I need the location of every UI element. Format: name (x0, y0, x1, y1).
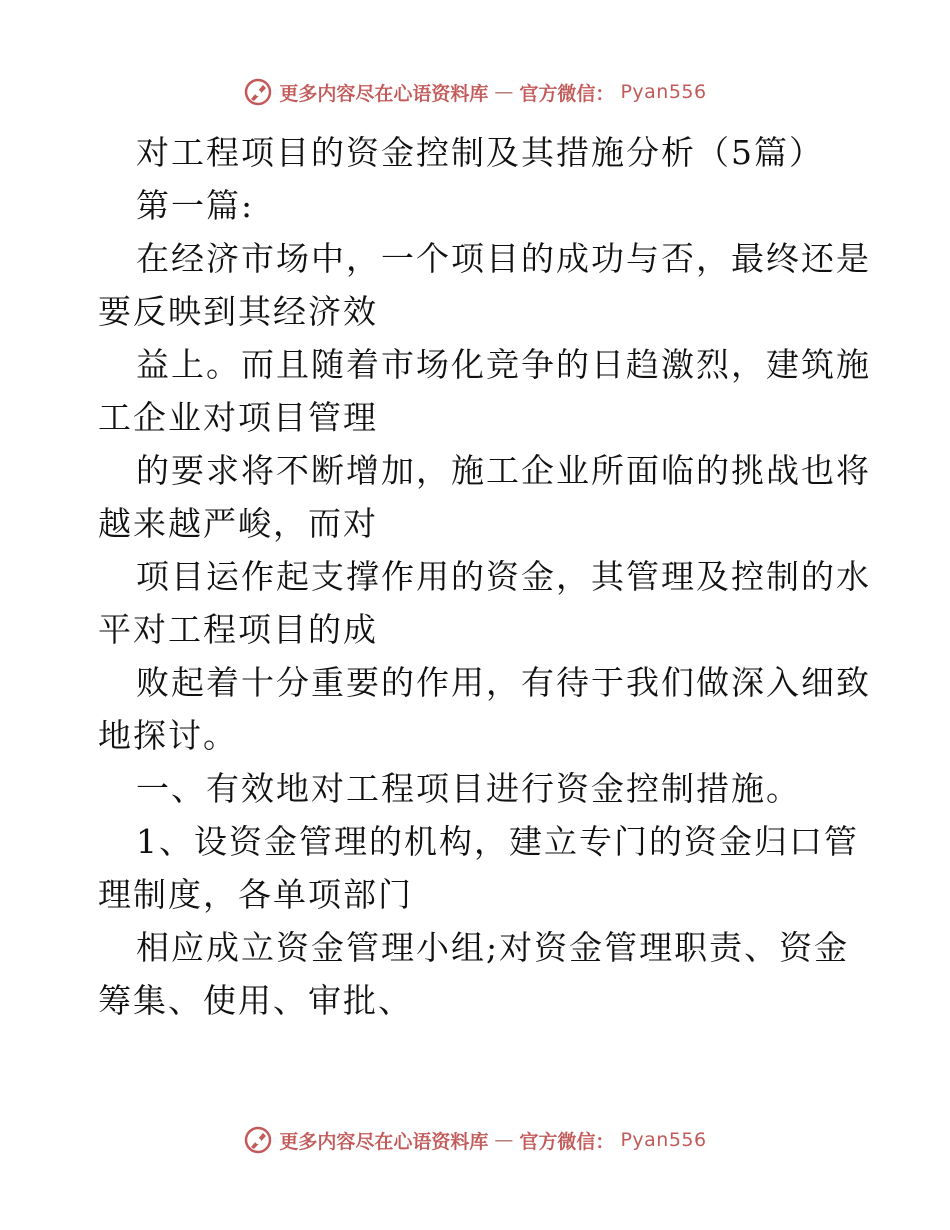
text-line: 相应成立资金管理小组;对资金管理职责、资金 (136, 928, 850, 967)
text-line: 败起着十分重要的作用，有待于我们做深入细致 (136, 663, 871, 702)
pen-logo-icon (243, 1125, 273, 1155)
watermark-separator: — (494, 1129, 514, 1151)
text-line: 1、设资金管理的机构，建立专门的资金归口管 (136, 822, 859, 861)
watermark-text: 更多内容尽在心语资料库 (279, 1130, 489, 1153)
text-line: 平对工程项目的成 (98, 610, 378, 649)
text-line: 在经济市场中，一个项目的成功与否，最终还是 (136, 239, 871, 278)
watermark-header (0, 72, 950, 112)
document-title: 对工程项目的资金控制及其措施分析（5篇） (136, 133, 824, 172)
text-line: 地探讨。 (98, 716, 238, 755)
watermark-official: 官方微信： (519, 1130, 615, 1153)
watermark-footer (0, 1120, 950, 1160)
watermark-text: 更多内容尽在心语资料库 (279, 82, 489, 105)
text-line: 要反映到其经济效 (98, 292, 378, 331)
pen-logo-icon (243, 77, 273, 107)
text-line: 益上。而且随着市场化竞争的日趋激烈，建筑施 (136, 345, 871, 384)
document-body (98, 126, 871, 1027)
watermark-official: 官方微信： (519, 82, 615, 105)
text-line: 越来越严峻，而对 (98, 504, 378, 543)
text-line: 的要求将不断增加，施工企业所面临的挑战也将 (136, 451, 871, 490)
watermark-handle: Pyan556 (620, 81, 707, 103)
section-heading: 第一篇: (136, 186, 255, 225)
text-line: 理制度，各单项部门 (98, 875, 413, 914)
text-line: 工企业对项目管理 (98, 398, 378, 437)
watermark-separator: — (494, 81, 514, 103)
subsection-heading: 一、有效地对工程项目进行资金控制措施。 (136, 769, 801, 808)
text-line: 项目运作起支撑作用的资金，其管理及控制的水 (136, 557, 871, 596)
watermark-handle: Pyan556 (620, 1129, 707, 1151)
text-line: 筹集、使用、审批、 (98, 981, 413, 1020)
